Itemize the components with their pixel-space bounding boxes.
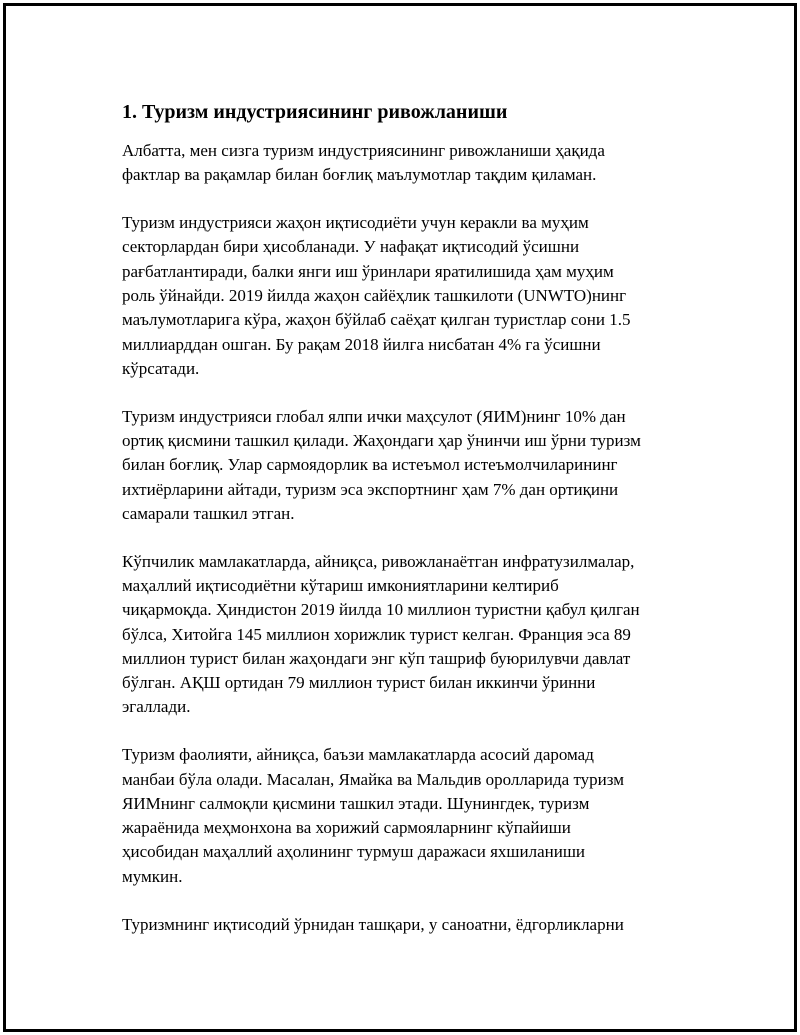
paragraph-line: бўлса, Хитойга 145 миллион хорижлик турист келган. Франция эса 89 — [122, 624, 631, 644]
paragraph-line: билан боғлиқ. Улар сармоядорлик ва истеъмол истеъмолчиларининг — [122, 455, 618, 475]
paragraph-line: мумкин. — [122, 866, 183, 886]
paragraph-line: Туризм индустрияси жаҳон иқтисодиёти учун керакли ва муҳим — [122, 213, 589, 233]
paragraph-line: бўлган. АҚШ ортидан 79 миллион турист билан иккинчи ўринни — [122, 673, 596, 693]
paragraph-line: роль ўйнайди. 2019 йилда жаҳон сайёҳлик ташкилоти (UNWTO)нинг — [122, 285, 627, 305]
paragraph-line: жараёнида меҳмонхона ва хорижий сармояларнинг кўпайиши — [122, 818, 571, 838]
paragraph-line: кўрсатади. — [122, 358, 200, 378]
paragraph-line: ихтиёрларини айтади, туризм эса экспортнинг ҳам 7% дан ортиқини — [122, 479, 619, 499]
paragraph-line: секторлардан бири ҳисобланади. У нафақат иқтисодий ўсишни — [122, 237, 580, 257]
paragraph — [122, 743, 702, 889]
paragraph-line: ортиқ қисмини ташкил қилади. Жаҳондаги ҳар ўнинчи иш ўрни туризм — [122, 430, 641, 450]
paragraph-line: самарали ташкил этган. — [122, 503, 295, 523]
paragraph-line: ЯИМнинг салмоқли қисмини ташкил этади. Шунингдек, туризм — [122, 793, 590, 813]
paragraph — [122, 913, 702, 937]
paragraph-line: маҳаллий иқтисодиётни кўтариш имкониятларини келтириб — [122, 575, 559, 595]
paragraph — [122, 405, 702, 526]
paragraph — [122, 211, 702, 381]
page-frame — [3, 3, 797, 1032]
paragraph — [122, 139, 702, 188]
paragraph-line: миллион турист билан жаҳондаги энг кўп ташриф буюрилувчи давлат — [122, 648, 631, 668]
paragraph-line: эгаллади. — [122, 697, 191, 717]
paragraph-line: Албатта, мен сизга туризм индустриясининг ривожланиши ҳақида — [122, 141, 605, 160]
paragraph — [122, 550, 702, 720]
paragraph-line: фактлар ва рақамлар билан боғлиқ маълумотлар тақдим қиламан. — [122, 165, 597, 185]
paragraph-line: манбаи бўла олади. Масалан, Ямайка ва Мальдив оролларида туризм — [122, 769, 624, 789]
document-title: 1. Туризм индустриясининг ривожланиши — [122, 101, 508, 123]
paragraphs-container — [122, 139, 702, 937]
paragraph-line: чиқармоқда. Ҳиндистон 2019 йилда 10 миллион туристни қабул қилган — [122, 600, 640, 620]
paragraph-line: миллиарддан ошган. Бу рақам 2018 йилга нисбатан 4% га ўсишни — [122, 334, 601, 354]
paragraph-line: маълумотларига кўра, жаҳон бўйлаб саёҳат қилган туристлар сони 1.5 — [122, 310, 631, 330]
paragraph-line: Туризм индустрияси глобал ялпи ички маҳсулот (ЯИМ)нинг 10% дан — [122, 406, 626, 426]
paragraph-line: рағбатлантиради, балки янги иш ўринлари яратилишида ҳам муҳим — [122, 261, 614, 281]
paragraph-line: Кўпчилик мамлакатларда, айниқса, ривожланаётган инфратузилмалар, — [122, 551, 635, 571]
document-body — [122, 99, 702, 960]
paragraph-line: Туризм фаолияти, айниқса, баъзи мамлакатларда асосий даромад — [122, 745, 594, 765]
paragraph-line: ҳисобидан маҳаллий аҳолининг турмуш даражаси яхшиланиши — [122, 842, 586, 862]
paragraph-line: Туризмнинг иқтисодий ўрнидан ташқари, у саноатни, ёдгорликларни — [122, 914, 624, 934]
